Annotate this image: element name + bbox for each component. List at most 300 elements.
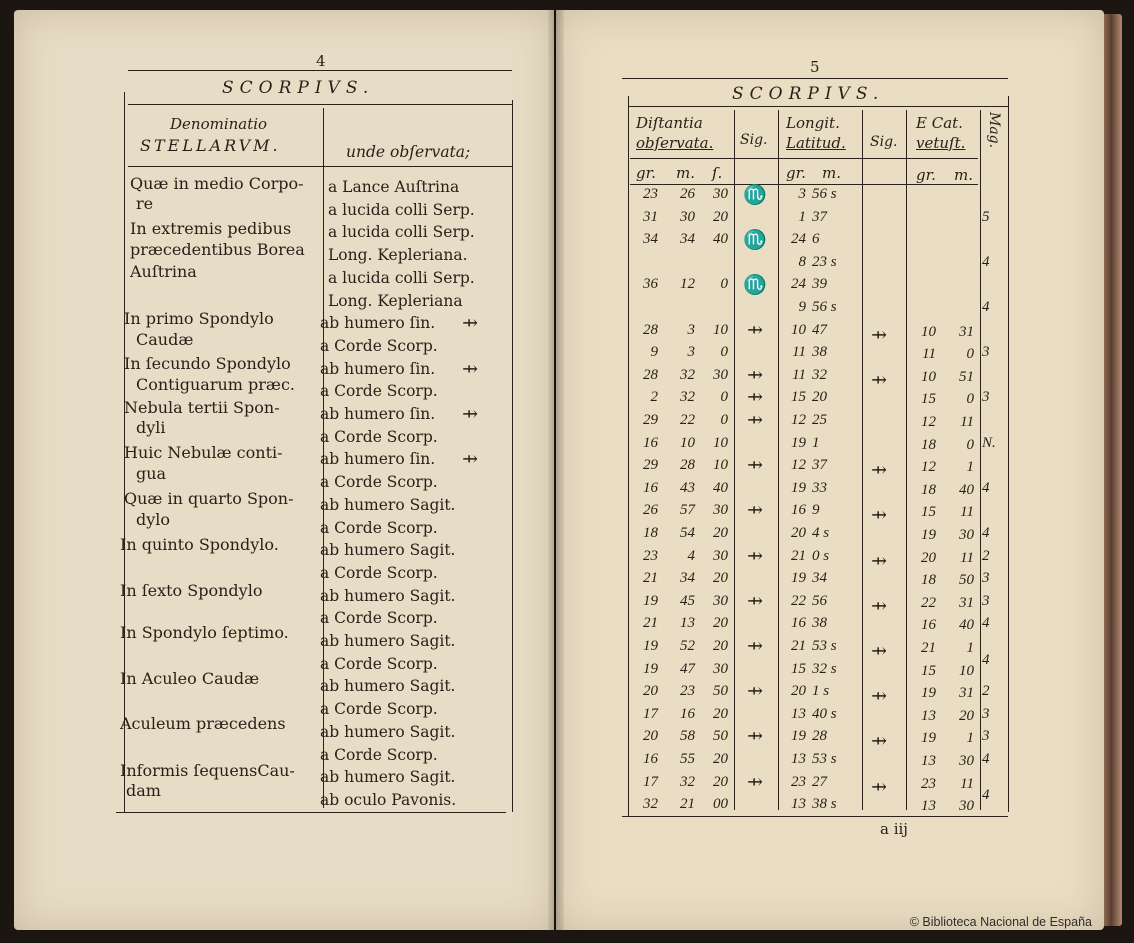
distance-value: 00 <box>713 796 728 813</box>
star-name-line: In quinto Spondylo. <box>120 535 279 554</box>
distance-value: 30 <box>713 592 728 609</box>
longitude-degrees: 15 <box>791 389 806 406</box>
distance-value: 28 <box>643 321 658 338</box>
sagittarius-symbol: ⇸ <box>747 363 763 386</box>
distance-value: 19 <box>643 660 658 677</box>
magnitude-value: 4 <box>982 651 990 668</box>
longitude-degrees: 11 <box>792 366 806 383</box>
unde-entry: a lucida colli Serp. <box>328 268 475 287</box>
catalog-minutes: 30 <box>959 527 974 543</box>
longitude-minutes: 32 s <box>812 660 837 677</box>
distance-value: 10 <box>680 434 695 451</box>
longitude-minutes: 1 s <box>812 683 830 700</box>
unde-entry: a lucida colli Serp. <box>328 223 475 242</box>
unde-entry: a Corde Scorp. <box>320 336 438 355</box>
unde-entry: a Corde Scorp. <box>320 518 438 537</box>
denominatio-header: Denominatio <box>170 115 268 133</box>
longitude-minutes: 39 <box>812 276 827 293</box>
distance-value: 31 <box>643 208 658 225</box>
sagittarius-symbol: ⇸ <box>747 635 763 657</box>
longitude-minutes: 33 <box>812 479 827 496</box>
distance-value: 34 <box>643 231 658 248</box>
sagittarius-symbol: ⇸ <box>747 770 763 793</box>
distance-value: 19 <box>643 592 658 609</box>
magnitude-value: 4 <box>982 525 990 541</box>
distance-value: 17 <box>643 705 658 722</box>
distance-value: 34 <box>680 570 695 587</box>
longitude-minutes: 37 <box>812 457 827 474</box>
sagittarius-symbol: ⇸ <box>871 594 887 617</box>
magnitude-value: 2 <box>982 547 990 564</box>
catalog-minutes: 20 <box>959 707 974 724</box>
rule <box>128 104 512 105</box>
catalog-degrees: 21 <box>921 640 936 656</box>
distance-value: 9 <box>650 344 658 361</box>
distance-value: 40 <box>713 231 728 248</box>
star-name-line: Quæ in medio Corpo- <box>130 174 304 193</box>
star-name-line: Huic Nebulæ conti- <box>124 443 283 462</box>
distance-value: 29 <box>643 412 658 428</box>
unde-entry: a Lance Auſtrina <box>328 178 460 196</box>
catalog-degrees: 19 <box>921 685 936 702</box>
sagittarius-symbol: ⇸ <box>871 323 887 346</box>
sagittarius-symbol: ⇸ <box>871 504 887 527</box>
catalog-degrees: 15 <box>921 504 936 521</box>
catalog-degrees: 13 <box>921 753 936 769</box>
header-rule <box>128 166 512 167</box>
distance-value: 20 <box>713 638 728 654</box>
star-name-line: In Spondylo ſeptimo. <box>120 623 289 642</box>
sagittarius-symbol: ⇸ <box>871 459 887 482</box>
longitude-degrees: 24 <box>791 276 806 293</box>
catalog-minutes: 0 <box>966 436 974 453</box>
longitude-minutes: 38 <box>812 615 827 632</box>
distance-value: 52 <box>680 638 695 654</box>
book-gutter <box>548 10 564 930</box>
unit-gr: gr. <box>636 164 656 182</box>
sagittarius-symbol: ⇸ <box>871 775 887 798</box>
distance-value: 29 <box>643 457 658 474</box>
catalog-degrees: 15 <box>921 662 936 679</box>
distance-value: 40 <box>713 479 728 496</box>
distance-value: 50 <box>713 683 728 700</box>
unde-entry: Long. Kepleriana <box>328 291 463 310</box>
bottom-rule <box>116 812 506 813</box>
table-divider <box>734 110 735 810</box>
distance-value: 19 <box>643 638 658 654</box>
distance-value: 0 <box>720 412 728 428</box>
longitude-degrees: 9 <box>798 299 806 315</box>
catalog-degrees: 19 <box>921 527 936 543</box>
catalog-minutes: 1 <box>966 730 974 747</box>
right-page-number: 5 <box>810 58 820 76</box>
unde-entry: ab humero Sagit. <box>320 632 456 650</box>
distance-value: 20 <box>713 208 728 225</box>
longitude-minutes: 56 s <box>812 299 837 315</box>
distance-value: 50 <box>713 728 728 745</box>
catalog-minutes: 50 <box>959 572 974 589</box>
magnitude-value: 4 <box>982 479 990 496</box>
star-name-line: In ſexto Spondylo <box>120 581 263 600</box>
magnitude-value: 3 <box>982 570 990 587</box>
catalog-degrees: 11 <box>922 346 936 363</box>
rule <box>622 78 1008 79</box>
distance-value: 30 <box>713 186 728 202</box>
catalog-degrees: 13 <box>921 798 936 815</box>
catalog-degrees: 10 <box>921 323 936 340</box>
unde-entry: a Corde Scorp. <box>320 382 438 401</box>
longitude-degrees: 19 <box>791 570 806 587</box>
distance-value: 16 <box>643 479 658 496</box>
distance-value: 54 <box>680 525 695 541</box>
unde-entry: a Corde Scorp. <box>320 427 438 446</box>
catalog-degrees: 18 <box>921 436 936 453</box>
star-name-line: præcedentibus Borea <box>130 240 305 259</box>
sagittarius-symbol: ⇸ <box>747 409 763 431</box>
magnitude-value: 4 <box>982 787 990 804</box>
bottom-rule <box>622 816 1008 817</box>
magnitude-value: 4 <box>982 751 990 767</box>
unde-entry: a Corde Scorp. <box>320 654 438 673</box>
table-divider <box>862 110 863 810</box>
sagittarius-symbol: ⇸ <box>871 685 887 708</box>
distance-value: 12 <box>680 276 695 293</box>
longitude-minutes: 40 s <box>812 705 837 722</box>
star-name-line: re <box>136 194 154 213</box>
distance-value: 30 <box>713 547 728 564</box>
star-name-line: In extremis pedibus <box>130 219 292 238</box>
unde-entry: ab humero Sagit. <box>320 541 456 560</box>
table-frame-left <box>628 96 629 816</box>
sig-header: Sig. <box>740 132 768 148</box>
distance-value: 23 <box>643 547 658 564</box>
unde-entry: ab humero ſin. <box>320 405 436 423</box>
longitude-minutes: 32 <box>812 366 827 383</box>
unit-gr3: gr. <box>916 166 936 184</box>
distance-value: 4 <box>687 547 695 564</box>
longitude-degrees: 13 <box>791 705 806 722</box>
unde-entry: ab humero Sagit. <box>320 722 456 741</box>
ecat-header: E Cat. <box>916 114 963 132</box>
star-name-line: dylo <box>136 510 171 529</box>
catalog-minutes: 1 <box>966 459 974 476</box>
sagittarius-symbol: ⇸ <box>747 544 763 567</box>
distance-value: 20 <box>713 570 728 587</box>
longitude-minutes: 47 <box>812 321 827 338</box>
distance-value: 3 <box>687 344 695 361</box>
distance-value: 26 <box>680 186 695 202</box>
sagittarius-symbol: ⇸ <box>747 454 763 477</box>
distance-value: 20 <box>713 615 728 632</box>
distance-value: 13 <box>680 615 695 632</box>
distance-value: 16 <box>643 751 658 767</box>
longitude-degrees: 20 <box>791 525 806 541</box>
unit-gr2: gr. <box>786 164 806 182</box>
right-page-title: SCORPIVS. <box>732 84 885 104</box>
longitude-minutes: 53 s <box>812 638 837 654</box>
distance-value: 36 <box>643 276 658 293</box>
distance-value: 30 <box>680 208 695 225</box>
catalog-minutes: 10 <box>959 662 974 679</box>
sagittarius-symbol: ⇸ <box>871 640 887 662</box>
distance-value: 32 <box>643 796 658 813</box>
distance-value: 10 <box>713 434 728 451</box>
catalog-minutes: 0 <box>966 391 974 408</box>
sagittarius-symbol: ⇸ <box>747 725 763 748</box>
sagittarius-symbol: ⇸ <box>462 448 478 471</box>
unde-entry: Long. Kepleriana. <box>328 246 468 265</box>
catalog-minutes: 11 <box>960 414 974 430</box>
scorpius-symbol: ♏ <box>743 229 767 252</box>
unde-entry: ab humero Sagit. <box>320 586 456 605</box>
catalog-minutes: 40 <box>959 481 974 498</box>
longitude-degrees: 15 <box>791 660 806 677</box>
longitude-degrees: 16 <box>791 615 806 632</box>
distance-value: 26 <box>643 502 658 519</box>
catalog-degrees: 22 <box>921 594 936 611</box>
magnitude-value: 4 <box>982 615 990 632</box>
longitude-degrees: 3 <box>798 186 806 202</box>
magnitude-value: 3 <box>982 592 990 609</box>
distance-value: 22 <box>680 412 695 428</box>
unde-entry: a Corde Scorp. <box>320 473 438 492</box>
distance-value: 32 <box>680 773 695 790</box>
longitude-minutes: 53 s <box>812 751 837 767</box>
longitude-degrees: 19 <box>791 434 806 451</box>
distance-value: 43 <box>680 479 695 496</box>
distance-value: 21 <box>643 570 658 587</box>
distance-value: 20 <box>643 728 658 745</box>
distance-value: 2 <box>650 389 658 406</box>
longitude-degrees: 13 <box>791 751 806 767</box>
longitude-minutes: 25 <box>812 412 827 428</box>
magnitude-value: 3 <box>982 389 990 406</box>
latitud-header: Latitud. <box>786 134 846 152</box>
catalog-minutes: 51 <box>959 368 974 385</box>
star-name-line: Caudæ <box>136 330 194 349</box>
longitude-degrees: 20 <box>791 683 806 700</box>
catalog-minutes: 1 <box>966 640 974 656</box>
star-name-line: Contiguarum præc. <box>136 375 295 394</box>
catalog-degrees: 15 <box>921 391 936 408</box>
longitude-degrees: 1 <box>798 208 806 225</box>
star-name-line: In ſecundo Spondylo <box>124 354 291 373</box>
catalog-degrees: 12 <box>921 459 936 476</box>
distance-value: 57 <box>680 502 695 519</box>
catalog-minutes: 11 <box>960 504 974 521</box>
longitude-minutes: 38 s <box>812 796 837 813</box>
magnitude-value: 4 <box>982 253 990 270</box>
sagittarius-symbol: ⇸ <box>871 368 887 391</box>
longitude-degrees: 23 <box>791 773 806 790</box>
longitude-degrees: 13 <box>791 796 806 813</box>
longitude-degrees: 8 <box>798 253 806 270</box>
star-name-line: dyli <box>136 418 166 437</box>
longit-header: Longit. <box>786 114 840 132</box>
magnitude-value: 4 <box>982 299 990 315</box>
unde-entry: ab humero ſin. <box>320 359 436 378</box>
longitude-degrees: 19 <box>791 728 806 745</box>
scorpius-symbol: ♏ <box>743 274 767 297</box>
catalog-minutes: 30 <box>959 798 974 815</box>
distance-value: 0 <box>720 276 728 293</box>
distance-value: 45 <box>680 592 695 609</box>
unde-entry: ab humero ſin. <box>320 314 436 333</box>
unde-entry: a Corde Scorp. <box>320 745 438 764</box>
magnitude-value: 3 <box>982 728 990 745</box>
book-edge <box>1104 14 1122 926</box>
sagittarius-symbol: ⇸ <box>747 680 763 703</box>
sagittarius-symbol: ⇸ <box>871 730 887 753</box>
header-rule <box>630 158 978 159</box>
unit-m2: m. <box>822 164 841 182</box>
catalog-minutes: 11 <box>960 775 974 792</box>
unde-entry: a Corde Scorp. <box>320 563 438 582</box>
rule <box>628 106 1008 107</box>
star-name-line: Aculeum præcedens <box>120 714 286 733</box>
magnitude-value: 5 <box>982 208 990 225</box>
distantia-header: Diſtantia <box>636 114 703 132</box>
magnitude-value: 3 <box>982 344 990 361</box>
distance-value: 10 <box>713 457 728 474</box>
table-frame-right <box>1008 96 1009 812</box>
longitude-minutes: 1 <box>812 434 820 451</box>
magnitude-value: 2 <box>982 683 990 700</box>
catalog-minutes: 31 <box>959 685 974 702</box>
catalog-degrees: 12 <box>921 414 936 430</box>
longitude-minutes: 28 <box>812 728 827 745</box>
longitude-minutes: 38 <box>812 344 827 361</box>
distance-value: 55 <box>680 751 695 767</box>
longitude-minutes: 0 s <box>812 547 830 564</box>
distance-value: 28 <box>680 457 695 474</box>
stellarum-header: STELLARVM. <box>140 136 281 155</box>
longitude-degrees: 16 <box>791 502 806 519</box>
mag-header: Mag. <box>986 112 1002 149</box>
longitude-degrees: 12 <box>791 412 806 428</box>
sagittarius-symbol: ⇸ <box>747 386 763 409</box>
longitude-minutes: 20 <box>812 389 827 406</box>
longitude-degrees: 19 <box>791 479 806 496</box>
units-rule <box>630 184 978 185</box>
sig2-header: Sig. <box>870 134 898 150</box>
longitude-degrees: 21 <box>791 638 806 654</box>
left-page-title: SCORPIVS. <box>222 78 375 98</box>
distance-value: 21 <box>680 796 695 813</box>
unit-m3: m. <box>954 166 973 184</box>
longitude-degrees: 10 <box>791 321 806 338</box>
copyright-credit: © Biblioteca Nacional de España <box>909 915 1092 929</box>
distance-value: 32 <box>680 389 695 406</box>
distance-value: 0 <box>720 389 728 406</box>
distance-value: 30 <box>713 366 728 383</box>
sagittarius-symbol: ⇸ <box>747 499 763 522</box>
catalog-degrees: 20 <box>921 549 936 566</box>
longitude-degrees: 11 <box>792 344 806 361</box>
distance-value: 32 <box>680 366 695 383</box>
distance-value: 28 <box>643 366 658 383</box>
longitude-minutes: 6 <box>812 231 820 248</box>
unde-entry: a Corde Scorp. <box>320 700 438 719</box>
observata-header: obſervata. <box>636 134 714 152</box>
longitude-degrees: 12 <box>791 457 806 474</box>
distance-value: 10 <box>713 321 728 338</box>
catalog-degrees: 19 <box>921 730 936 747</box>
catalog-degrees: 23 <box>921 775 936 792</box>
distance-value: 23 <box>680 683 695 700</box>
unde-entry: ab oculo Pavonis. <box>320 790 457 809</box>
catalog-minutes: 0 <box>966 346 974 363</box>
unit-f: ſ. <box>712 164 723 182</box>
distance-value: 58 <box>680 728 695 745</box>
unde-entry: ab humero Sagit. <box>320 677 456 696</box>
distance-value: 30 <box>713 502 728 519</box>
star-name-line: Quæ in quarto Spon- <box>124 489 294 508</box>
table-divider <box>906 110 907 810</box>
catalog-minutes: 31 <box>959 594 974 611</box>
magnitude-value: 3 <box>982 705 990 722</box>
star-name-line: Informis ſequensCau- <box>120 761 295 780</box>
distance-value: 0 <box>720 344 728 361</box>
distance-value: 23 <box>643 186 658 202</box>
longitude-minutes: 56 s <box>812 186 837 202</box>
catalog-degrees: 10 <box>921 368 936 385</box>
catalog-minutes: 40 <box>959 617 974 634</box>
longitude-minutes: 27 <box>812 773 827 790</box>
distance-value: 47 <box>680 660 695 677</box>
distance-value: 17 <box>643 773 658 790</box>
catalog-degrees: 13 <box>921 707 936 724</box>
longitude-degrees: 22 <box>791 592 806 609</box>
star-name-line: Auſtrina <box>130 262 197 281</box>
star-name-line: Nebula tertii Spon- <box>124 398 280 417</box>
unde-entry: a Corde Scorp. <box>320 609 438 628</box>
signature-mark: a iij <box>880 820 908 838</box>
distance-value: 20 <box>713 525 728 541</box>
sagittarius-symbol: ⇸ <box>747 318 763 341</box>
catalog-degrees: 18 <box>921 572 936 589</box>
longitude-minutes: 56 <box>812 592 827 609</box>
longitude-degrees: 24 <box>791 231 806 248</box>
distance-value: 16 <box>680 705 695 722</box>
star-name-line: In primo Spondylo <box>124 309 274 328</box>
unde-entry: ab humero ſin. <box>320 450 436 469</box>
longitude-minutes: 23 s <box>812 253 837 270</box>
vetust-header: vetuſt. <box>916 134 966 152</box>
longitude-minutes: 37 <box>812 208 827 225</box>
sagittarius-symbol: ⇸ <box>871 549 887 572</box>
scorpius-symbol: ♏ <box>743 184 767 206</box>
catalog-degrees: 18 <box>921 481 936 498</box>
distance-value: 21 <box>643 615 658 632</box>
distance-value: 34 <box>680 231 695 248</box>
catalog-degrees: 16 <box>921 617 936 634</box>
distance-value: 20 <box>643 683 658 700</box>
unde-entry: ab humero Sagit. <box>320 495 456 514</box>
distance-value: 20 <box>713 705 728 722</box>
unit-m: m. <box>676 164 695 182</box>
sagittarius-symbol: ⇸ <box>462 403 478 425</box>
distance-value: 30 <box>713 660 728 677</box>
star-name-line: In Aculeo Caudæ <box>120 669 260 688</box>
sagittarius-symbol: ⇸ <box>747 589 763 612</box>
star-name-line: dam <box>126 781 161 800</box>
longitude-minutes: 34 <box>812 570 827 587</box>
magnitude-value: N. <box>982 434 996 451</box>
distance-value: 16 <box>643 434 658 451</box>
distance-value: 20 <box>713 751 728 767</box>
sagittarius-symbol: ⇸ <box>462 312 478 335</box>
